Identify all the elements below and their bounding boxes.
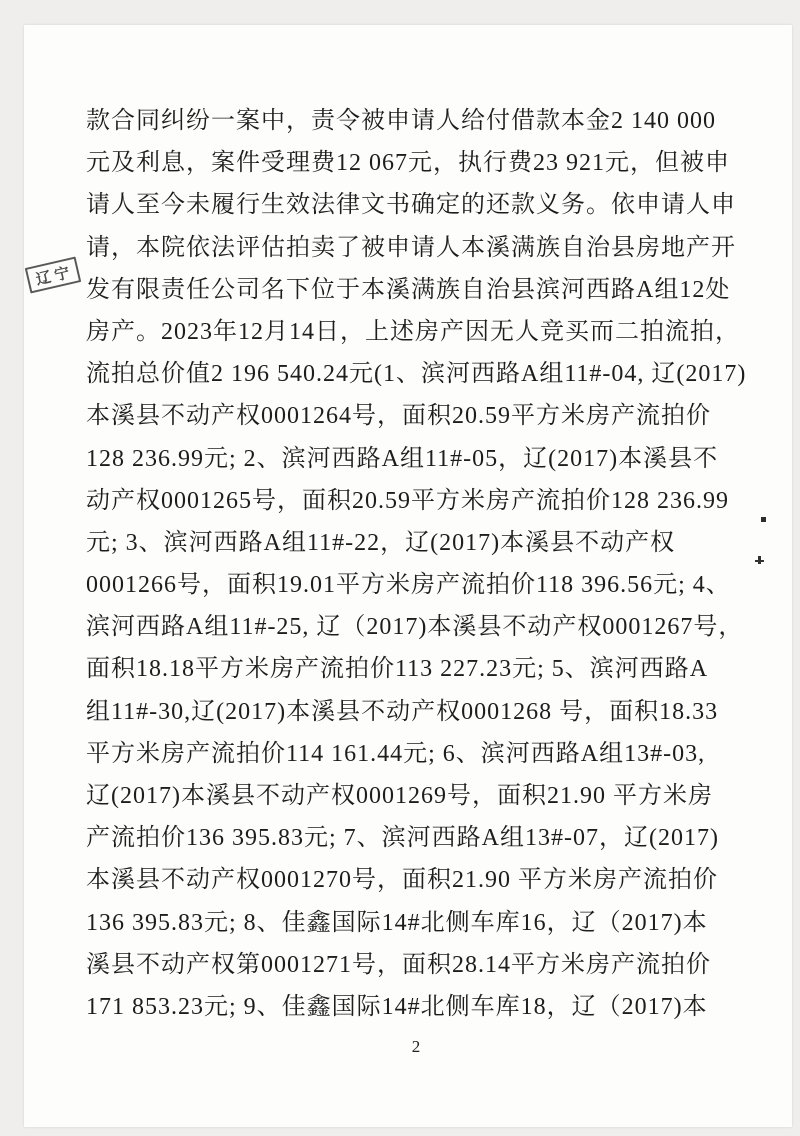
- text-line: 136 395.83元; 8、佳鑫国际14#北侧车库16，辽（2017)本: [86, 909, 708, 936]
- text-line: 请人至今未履行生效法律文书确定的还款义务。依申请人申: [86, 192, 736, 219]
- text-line: 平方米房产流拍价114 161.44元; 6、滨河西路A组13#-03,: [86, 740, 706, 767]
- text-line: 0001266号，面积19.01平方米房产流拍价118 396.56元; 4、: [86, 572, 731, 599]
- text-line: 房产。2023年12月14日，上述房产因无人竞买而二拍流拍，: [86, 318, 740, 345]
- text-line: 动产权0001265号，面积20.59平方米房产流拍价128 236.99: [86, 487, 729, 514]
- ink-cross-icon: [755, 556, 764, 564]
- liaoning-stamp: 辽宁: [25, 256, 82, 293]
- document-page: [24, 25, 792, 1127]
- text-line: 款合同纠纷一案中，责令被申请人给付借款本金2 140 000: [86, 108, 716, 134]
- document-body-text: [86, 100, 746, 1028]
- text-line: 流拍总价值2 196 540.24元(1、滨河西路A组11#-04, 辽(2017): [86, 361, 747, 388]
- text-line: 元; 3、滨河西路A组11#-22，辽(2017)本溪县不动产权: [86, 529, 676, 556]
- text-line: 滨河西路A组11#-25, 辽（2017)本溪县不动产权0001267号，: [86, 614, 744, 641]
- text-line: 128 236.99元; 2、滨河西路A组11#-05，辽(2017)本溪县不: [86, 445, 719, 472]
- text-line: 面积18.18平方米房产流拍价113 227.23元; 5、滨河西路A: [86, 656, 709, 683]
- page-number: 2: [411, 1037, 421, 1056]
- text-line: 组11#-30,辽(2017)本溪县不动产权0001268 号，面积18.33: [86, 698, 719, 725]
- text-line: 溪县不动产权第0001271号，面积28.14平方米房产流拍价: [86, 951, 711, 978]
- text-line: 请，本院依法评估拍卖了被申请人本溪满族自治县房地产开: [86, 234, 736, 261]
- text-line: 本溪县不动产权0001270号，面积21.90 平方米房产流拍价: [86, 867, 718, 894]
- text-line: 元及利息，案件受理费12 067元，执行费23 921元，但被申: [86, 150, 730, 177]
- ink-mark-icon: [761, 517, 766, 522]
- text-line: 产流拍价136 395.83元; 7、滨河西路A组13#-07，辽(2017): [86, 825, 719, 852]
- text-line: 171 853.23元; 9、佳鑫国际14#北侧车库18，辽（2017)本: [86, 993, 708, 1020]
- text-line: 辽(2017)本溪县不动产权0001269号，面积21.90 平方米房: [86, 783, 713, 809]
- text-line: 本溪县不动产权0001264号，面积20.59平方米房产流拍价: [86, 403, 711, 430]
- text-line: 发有限责任公司名下位于本溪满族自治县滨河西路A组12处: [86, 276, 731, 303]
